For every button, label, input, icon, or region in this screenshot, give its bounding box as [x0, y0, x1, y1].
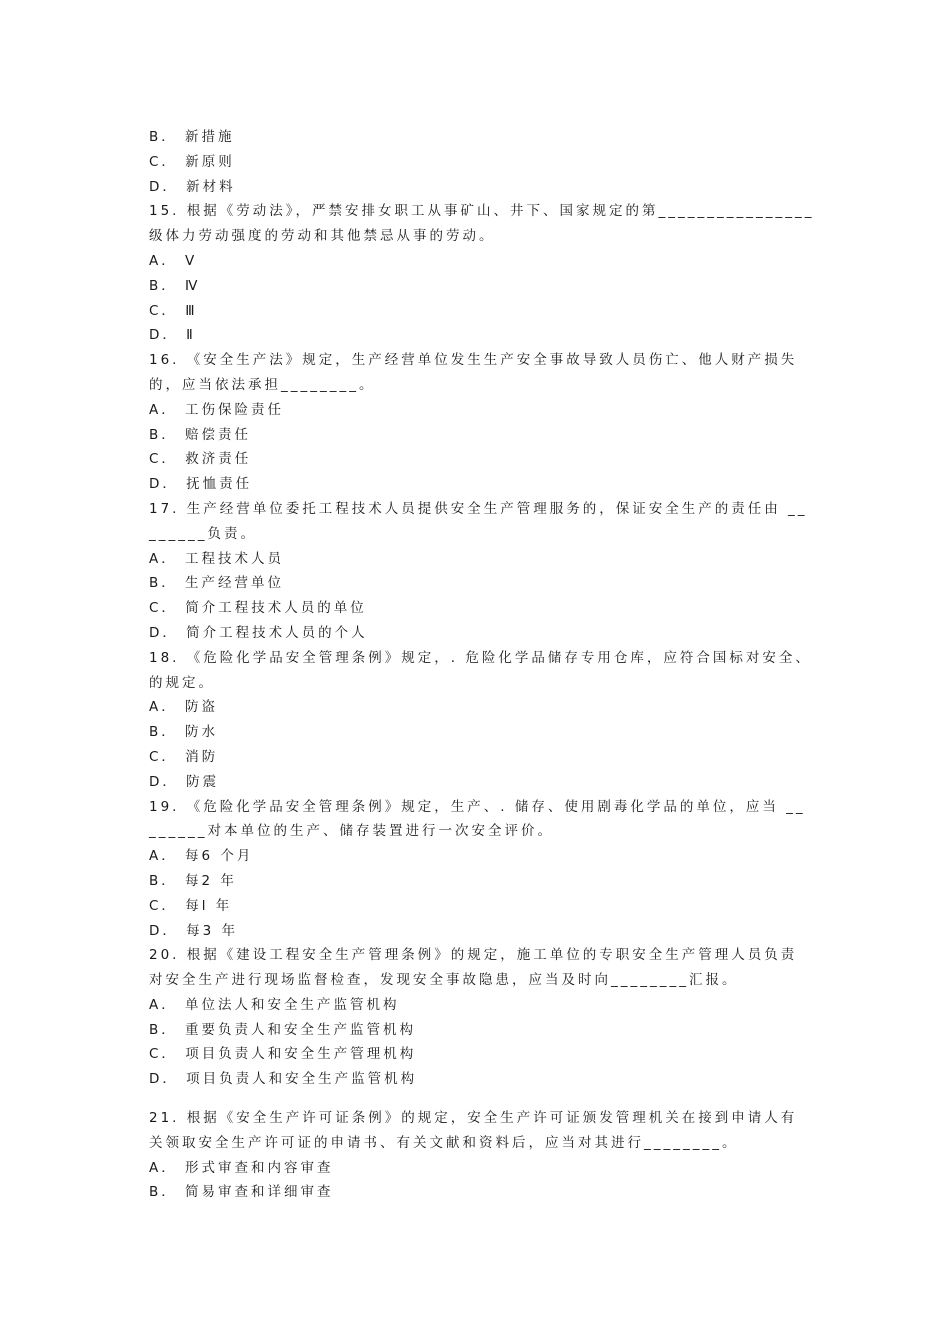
- question-18-line-2: 的规定。: [149, 674, 215, 691]
- option-line: A． 工伤保险责任: [149, 401, 285, 418]
- question-19-line-2: ______对本单位的生产、储存装置进行一次安全评价。: [149, 823, 554, 840]
- option-line: C． 消防: [149, 748, 219, 765]
- option-line: A． 防盗: [149, 699, 219, 716]
- question-17-line-2: ______负责。: [149, 525, 257, 542]
- option-line: B． 新措施: [149, 129, 235, 145]
- option-line: A． Ⅴ: [149, 252, 198, 269]
- option-line: D． 简介工程技术人员的个人: [149, 624, 368, 641]
- option-line: D． 新材料: [149, 178, 236, 195]
- option-line: B． 简易审查和详细审查: [149, 1184, 334, 1201]
- question-20-line-2: 对安全生产进行现场监督检查，发现安全事故隐患，应当及时向________汇报。: [149, 972, 739, 989]
- option-line: A． 形式审查和内容审查: [149, 1159, 334, 1176]
- question-16-line-1: 16. 《安全生产法》规定，生产经营单位发生生产安全事故导致人员伤亡、他人财产损失: [149, 352, 798, 369]
- option-line: D． 项目负责人和安全生产监管机构: [149, 1071, 418, 1088]
- option-line: A． 工程技术人员: [149, 550, 285, 567]
- option-line: C． Ⅲ: [149, 302, 198, 319]
- option-line: C． 项目负责人和安全生产管理机构: [149, 1046, 417, 1063]
- document-body: [149, 125, 815, 1205]
- question-16-line-2: 的，应当依法承担________。: [149, 376, 376, 393]
- option-line: B． 重要负责人和安全生产监管机构: [149, 1021, 417, 1038]
- question-21-line-1: 21. 根据《安全生产许可证条例》的规定，安全生产许可证颁发管理机关在接到申请人有: [149, 1110, 798, 1127]
- option-line: C． 新原则: [149, 153, 235, 170]
- question-18-line-1: 18. 《危险化学品安全管理条例》规定，. 危险化学品储存专用仓库，应符合国标对安全、: [149, 649, 812, 666]
- option-line: D． 防震: [149, 773, 220, 790]
- option-line: C． 简介工程技术人员的单位: [149, 600, 367, 617]
- option-line: B． 每2 年: [149, 872, 237, 889]
- option-line: B． 防水: [149, 724, 219, 741]
- option-line: B． 生产经营单位: [149, 575, 285, 592]
- question-20-line-1: 20. 根据《建设工程安全生产管理条例》的规定，施工单位的专职安全生产管理人员负责: [149, 947, 798, 964]
- question-17-line-1: 17. 生产经营单位委托工程技术人员提供安全生产管理服务的，保证安全生产的责任由 __: [149, 500, 808, 517]
- option-line: B． Ⅳ: [149, 277, 201, 294]
- question-21-line-2: 关领取安全生产许可证的申请书、有关文献和资料后，应当对其进行________。: [149, 1134, 739, 1151]
- question-19-line-1: 19. 《危险化学品安全管理条例》规定，生产、. 储存、使用剧毒化学品的单位，应当 __: [149, 798, 806, 815]
- option-line: A． 单位法人和安全生产监管机构: [149, 996, 400, 1013]
- question-15-line-1: 15. 根据《劳动法》，严禁安排女职工从事矿山、井下、国家规定的第________________: [149, 203, 815, 220]
- option-line: D． Ⅱ: [149, 327, 196, 344]
- question-15-line-2: 级体力劳动强度的劳动和其他禁忌从事的劳动。: [149, 228, 496, 245]
- option-line: A． 每6 个月: [149, 848, 254, 865]
- option-line: D． 每3 年: [149, 922, 239, 939]
- option-line: C． 每l 年: [149, 897, 233, 914]
- option-line: B． 赔偿责任: [149, 426, 252, 443]
- paragraph-gap: [149, 1092, 809, 1106]
- option-line: D． 抚恤责任: [149, 476, 253, 493]
- option-line: C． 救济责任: [149, 451, 252, 468]
